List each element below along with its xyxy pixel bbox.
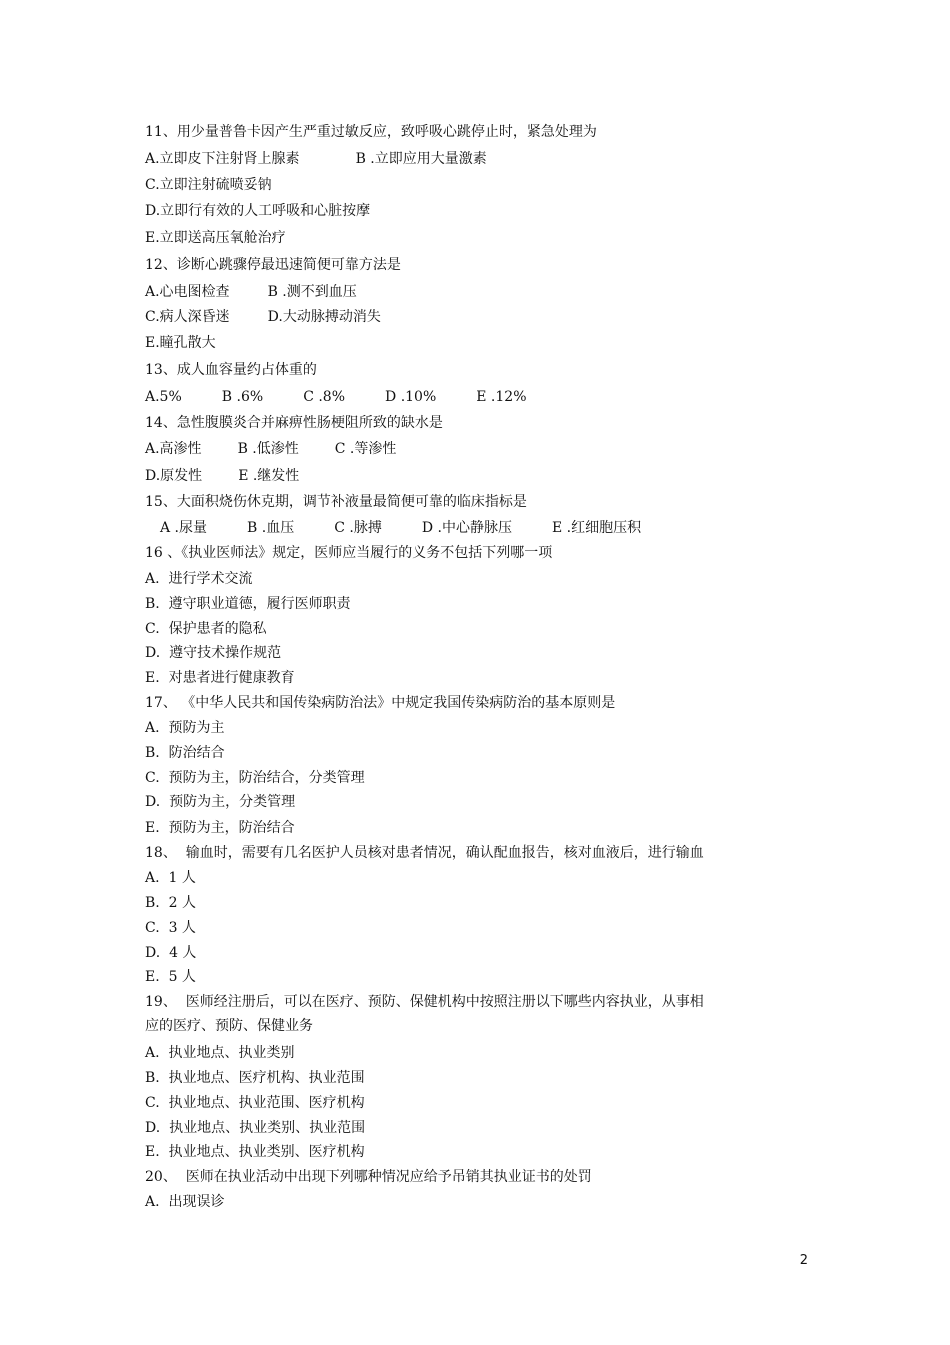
q15-option-b: B .血压: [247, 520, 295, 536]
q17-stem: 17、 《中华人民共和国传染病防治法》中规定我国传染病防治的基本原则是: [145, 695, 616, 711]
q15-option-d: D .中心静脉压: [421, 520, 512, 536]
q18-option-a: A. 1 人: [145, 870, 196, 886]
q11-option-e: E.立即送高压氧舱治疗: [145, 230, 286, 246]
q20-stem: 20、 医师在执业活动中出现下列哪种情况应给予吊销其执业证书的处罚: [145, 1169, 592, 1185]
q19-option-e: E. 执业地点、执业类别、医疗机构: [145, 1144, 365, 1160]
q14-stem: 14、急性腹膜炎合并麻痹性肠梗阻所致的缺水是: [145, 415, 443, 431]
q13-option-c: C .8%: [303, 389, 346, 405]
q16-option-a: A. 进行学术交流: [145, 571, 253, 587]
q19-option-c: C. 执业地点、执业范围、医疗机构: [145, 1095, 365, 1111]
q16-stem: 16 、《执业医师法》规定，医师应当履行的义务不包括下列哪一项: [145, 545, 553, 561]
q13-option-b: B .6%: [221, 389, 264, 405]
q16-option-e: E. 对患者进行健康教育: [145, 670, 295, 686]
q19-stem-line1: 19、 医师经注册后，可以在医疗、预防、保健机构中按照注册以下哪些内容执业，从事相: [145, 994, 704, 1010]
page-number: 2: [799, 1253, 808, 1268]
q19-stem-line2: 应的医疗、预防、保健业务: [145, 1018, 313, 1034]
q19-option-b: B. 执业地点、医疗机构、执业范围: [145, 1070, 365, 1086]
q14-options-abc: [145, 440, 396, 458]
q14-option-a: A.高渗性: [145, 441, 202, 457]
q11-option-d: D.立即行有效的人工呼吸和心脏按摩: [145, 203, 371, 219]
q13-option-a: A.5%: [145, 389, 182, 405]
q17-option-a: A. 预防为主: [145, 720, 225, 736]
q12-option-c: C.病人深昏迷: [145, 309, 230, 325]
q12-option-d: D.大动脉搏动消失: [267, 309, 381, 325]
q11-options-ab: [145, 150, 487, 168]
q18-option-b: B. 2 人: [145, 895, 196, 911]
q20-option-a: A. 出现误诊: [145, 1194, 225, 1210]
q11-option-c: C.立即注射硫喷妥钠: [145, 177, 272, 193]
q14-option-c: C .等渗性: [334, 441, 397, 457]
q12-options-ab: [145, 283, 357, 301]
q15-options: [160, 519, 641, 537]
q12-options-cd: [145, 308, 381, 326]
q12-option-b: B .测不到血压: [267, 284, 357, 300]
q17-option-c: C. 预防为主，防治结合，分类管理: [145, 770, 365, 786]
q11-option-b: B .立即应用大量激素: [355, 151, 487, 167]
q17-option-e: E. 预防为主，防治结合: [145, 820, 295, 836]
q14-option-e: E .继发性: [238, 468, 300, 484]
q18-stem: 18、 输血时，需要有几名医护人员核对患者情况，确认配血报告，核对血液后，进行输血: [145, 845, 704, 861]
q15-option-c: C .脉搏: [334, 520, 382, 536]
q17-option-d: D. 预防为主，分类管理: [145, 794, 296, 810]
q15-stem: 15、大面积烧伤休克期，调节补液量最简便可靠的临床指标是: [145, 494, 527, 510]
q17-option-b: B. 防治结合: [145, 745, 225, 761]
q18-option-d: D. 4 人: [145, 945, 197, 961]
q14-option-b: B .低渗性: [237, 441, 299, 457]
q12-option-a: A.心电图检查: [145, 284, 230, 300]
q13-option-d: D .10%: [385, 389, 437, 405]
q16-option-d: D. 遵守技术操作规范: [145, 645, 282, 661]
q13-options: [145, 388, 527, 406]
q16-option-c: C. 保护患者的隐私: [145, 621, 267, 637]
q19-option-a: A. 执业地点、执业类别: [145, 1045, 295, 1061]
q13-option-e: E .12%: [476, 389, 527, 405]
q11-option-a: A.立即皮下注射肾上腺素: [145, 151, 300, 167]
q15-option-e: E .红细胞压积: [551, 520, 642, 536]
q15-option-a: A .尿量: [160, 520, 208, 536]
q19-option-d: D. 执业地点、执业类别、执业范围: [145, 1120, 366, 1136]
q12-stem: 12、诊断心跳骤停最迅速简便可靠方法是: [145, 257, 401, 273]
q16-option-b: B. 遵守职业道德，履行医师职责: [145, 596, 351, 612]
q18-option-e: E. 5 人: [145, 969, 196, 985]
q14-option-d: D.原发性: [145, 468, 203, 484]
q11-stem: 11、用少量普鲁卡因产生严重过敏反应，致呼吸心跳停止时，紧急处理为: [145, 124, 597, 140]
q14-options-de: [145, 467, 299, 485]
q12-option-e: E.瞳孔散大: [145, 335, 216, 351]
q18-option-c: C. 3 人: [145, 920, 196, 936]
q13-stem: 13、成人血容量约占体重的: [145, 362, 317, 378]
